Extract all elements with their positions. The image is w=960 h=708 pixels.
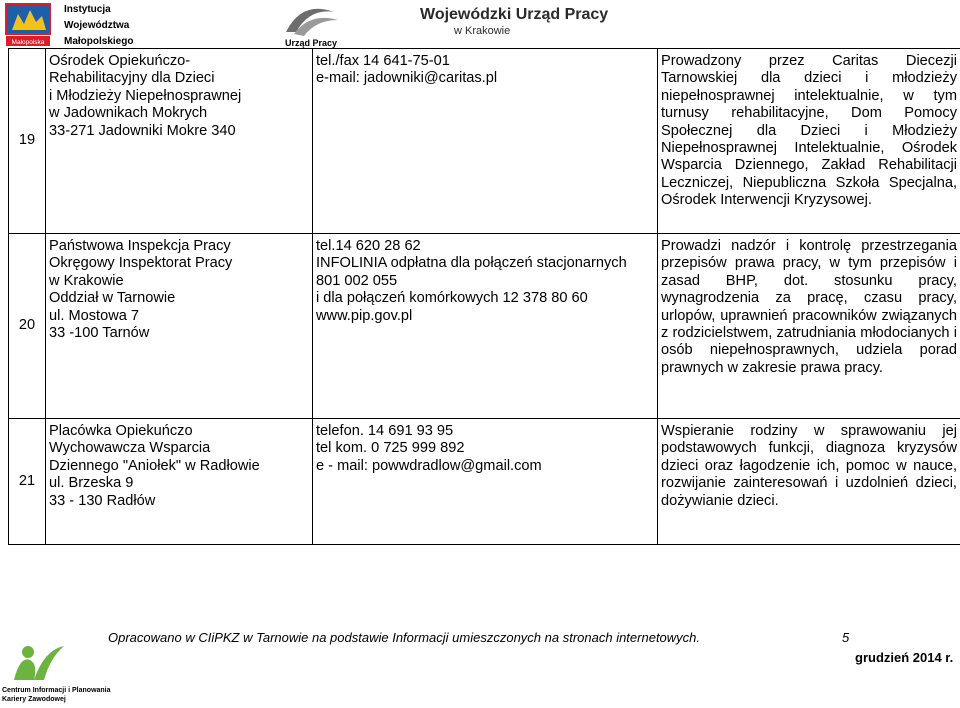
institutions-table (8, 48, 960, 545)
badge-text: Małopolska (11, 39, 45, 46)
malopolska-logo (4, 2, 134, 48)
wup-logo (282, 2, 609, 48)
logo-line-3: Małopolskiego (64, 36, 134, 47)
wup-subtitle: w Krakowie (454, 25, 511, 37)
wup-mark-icon (282, 2, 342, 40)
table-row (9, 419, 960, 545)
org-address: Państwowa Inspekcja Pracy Okręgowy Inspektorat Pracy w Krakowie Oddział w Tarnowie ul. Mostowa 7 33 -100 Tarnów (46, 234, 313, 419)
document-date: grudzień 2014 r. (855, 650, 954, 665)
row-number: 19 (9, 49, 46, 234)
logo-caption-line-1: Centrum Informacji i Planowania (2, 687, 111, 694)
contact-info: tel.14 620 28 62 INFOLINIA odpłatna dla połączeń stacjonarnych 801 002 055 i dla połączeń komórkowych 12 378 80 60 www.pip.gov.pl (313, 234, 658, 419)
wup-title: Wojewódzki Urząd Pracy (420, 6, 609, 23)
malopolska-emblem-icon (4, 2, 54, 48)
wup-caption: Urząd Pracy (285, 38, 338, 48)
org-description: Prowadzony przez Caritas Diecezji Tarnowskiej dla dzieci i młodzieży niepełnosprawnej intelektualnie, w tym turnusy rehabilitacyjne, Dom Pomocy Społecznej dla Dzieci i Młodzieży Niepełnosprawnej Intelektualnie, Ośrodek Wsparcia Dziennego, Zakład Rehabilitacji Leczniczej, Niepubliczna Szkoła Specjalna, Ośrodek Interwencji Kryzysowej. (658, 49, 960, 234)
ciipkz-logo (2, 640, 112, 708)
page-header (0, 0, 960, 50)
contact-info: telefon. 14 691 93 95 tel kom. 0 725 999 892 e - mail: powwdradlow@gmail.com (313, 419, 658, 545)
table-row (9, 234, 960, 419)
table-row (9, 49, 960, 234)
contact-info: tel./fax 14 641-75-01 e-mail: jadowniki@caritas.pl (313, 49, 658, 234)
ciipkz-mark-icon (8, 640, 68, 684)
row-number: 20 (9, 234, 46, 419)
org-address: Ośrodek Opiekuńczo- Rehabilitacyjny dla Dzieci i Młodzieży Niepełnosprawnej w Jadownikach Mokrych 33-271 Jadowniki Mokre 340 (46, 49, 313, 234)
row-number: 21 (9, 419, 46, 545)
logo-line-1: Instytucja (64, 4, 111, 15)
page-number: 5 (842, 630, 850, 645)
source-note: Opracowano w CIiPKZ w Tarnowie na podstawie Informacji umieszczonych na stronach internetowych. (108, 630, 701, 645)
org-address: Placówka Opiekuńczo Wychowawcza Wsparcia Dziennego "Aniołek" w Radłowie ul. Brzeska 9 33 - 130 Radłów (46, 419, 313, 545)
org-description: Prowadzi nadzór i kontrolę przestrzegania przepisów prawa pracy, w tym przepisów i zasad BHP, dot. stosunku pracy, wynagrodzenia za pracę, czasu pracy, urlopów, uprawnień pracowników związanych z rodzicielstwem, zatrudniania młodocianych i osób niepełnosprawnych, udziela porad prawnych w zakresie prawa pracy. (658, 234, 960, 419)
org-description: Wspieranie rodziny w sprawowaniu jej podstawowych funkcji, diagnoza kryzysów dzieci oraz łagodzenie ich, pomoc w nauce, rozwijanie zainteresowań i uzdolnień dzieci, dożywianie dzieci. (658, 419, 960, 545)
logo-line-2: Województwa (64, 20, 130, 31)
logo-caption-line-2: Kariery Zawodowej (2, 696, 66, 703)
